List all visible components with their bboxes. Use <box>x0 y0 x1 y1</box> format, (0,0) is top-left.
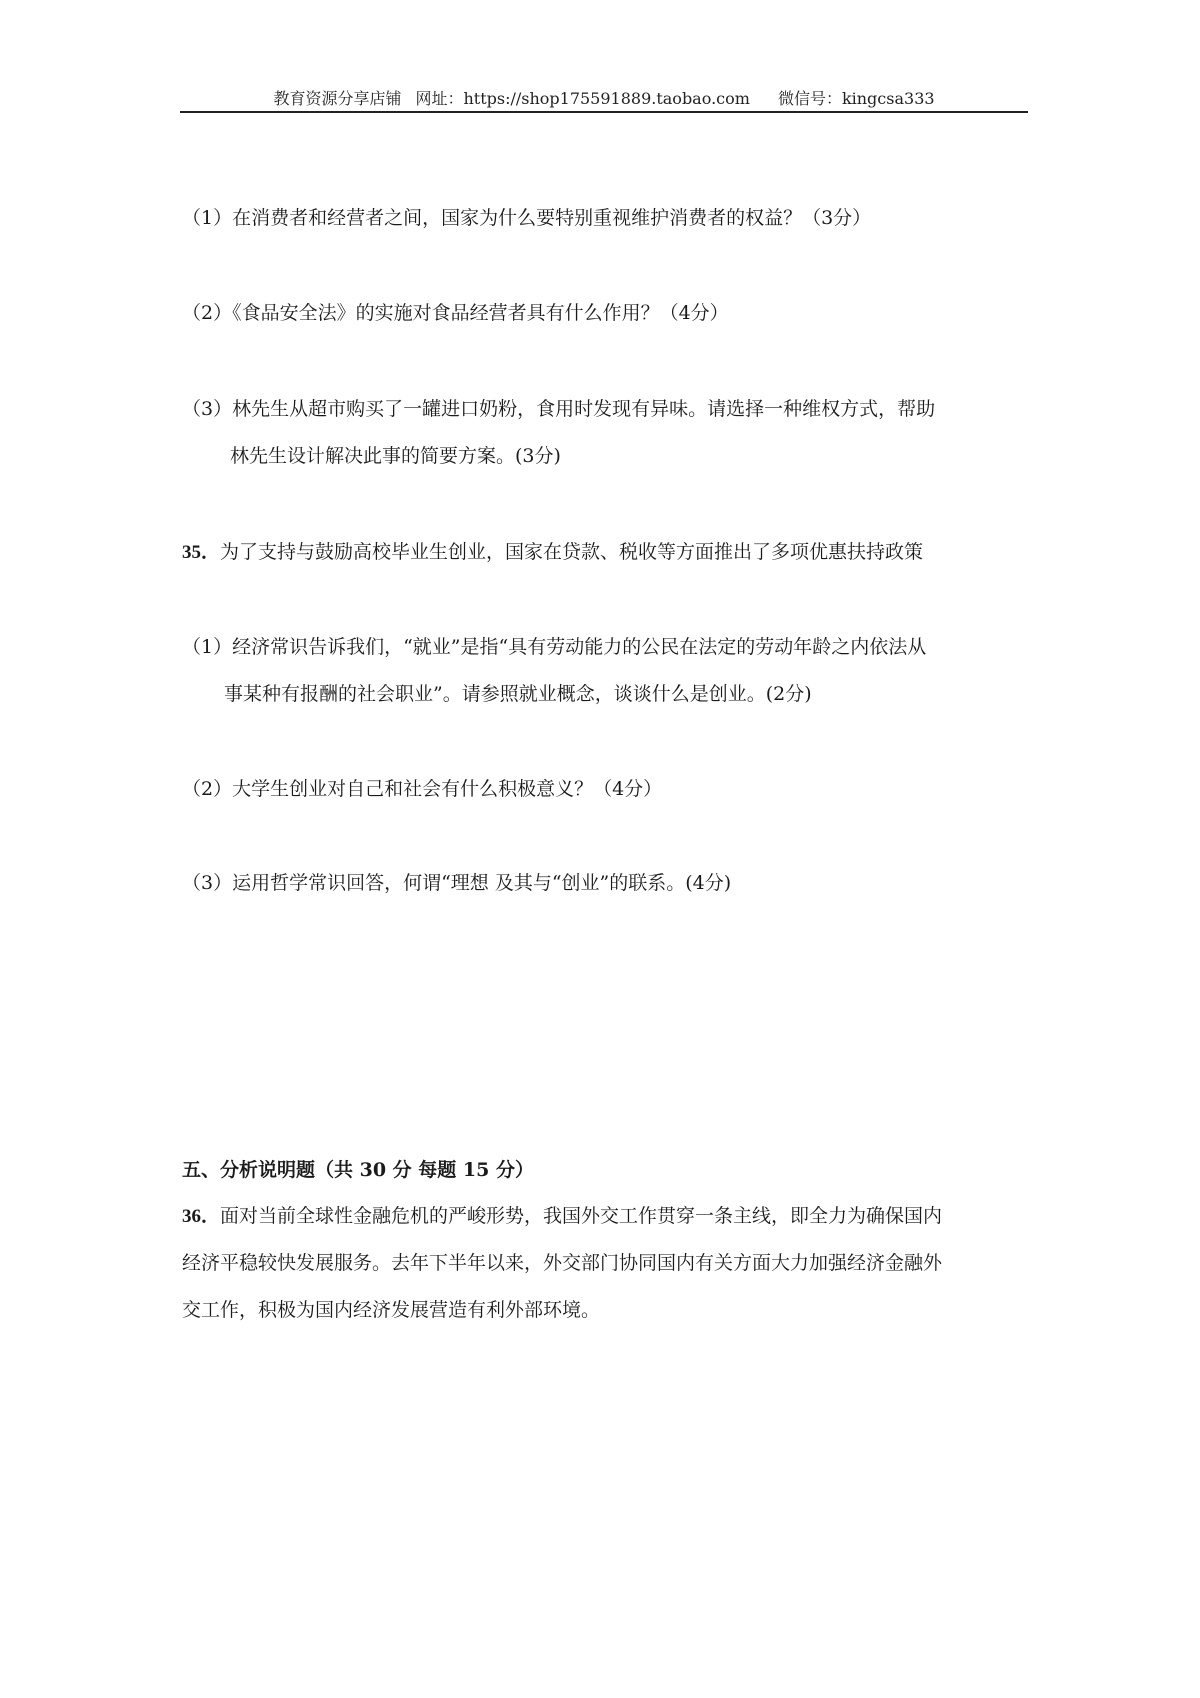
header-wechat: 微信号：kingcsa333 <box>777 89 935 108</box>
q36-number: 36． <box>182 1206 221 1227</box>
q34-subquestion-2: （2）《食品安全法》的实施对食品经营者具有什么作用？（4分） <box>182 302 729 324</box>
q36-line-2: 经济平稳较快发展服务。去年下半年以来，外交部门协同国内有关方面大力加强经济金融外 <box>182 1252 943 1274</box>
page-header <box>180 86 1028 109</box>
q35-subquestion-3: （3）运用哲学常识回答，何谓“理想 及其与“创业”的联系。(4分) <box>182 872 732 894</box>
q35-subquestion-1-line-2: 事某种有报酬的社会职业”。请参照就业概念，谈谈什么是创业。(2分) <box>224 683 812 705</box>
header-shop-name: 教育资源分享店铺 <box>273 89 402 108</box>
header-website[interactable]: 网址：https://shop175591889.taobao.com <box>415 89 750 108</box>
q34-subquestion-1: （1）在消费者和经营者之间，国家为什么要特别重视维护消费者的权益？（3分） <box>182 207 872 229</box>
q34-subquestion-3-line-2: 林先生设计解决此事的简要方案。(3分) <box>230 445 561 467</box>
q35-number: 35． <box>182 542 221 563</box>
q36-line-1-text: 面对当前全球性金融危机的严峻形势，我国外交工作贯穿一条主线，即全力为确保国内 <box>220 1205 943 1227</box>
section-5-title: 五、分析说明题（共 30 分 每题 15 分） <box>182 1159 534 1181</box>
header-divider <box>180 111 1028 113</box>
q34-subquestion-3-line-1: （3）林先生从超市购买了一罐进口奶粉，食用时发现有异味。请选择一种维权方式，帮助 <box>182 398 936 420</box>
q35-subquestion-2: （2）大学生创业对自己和社会有什么积极意义？（4分） <box>182 778 663 800</box>
q35-stem-text: 为了支持与鼓励高校毕业生创业，国家在贷款、税收等方面推出了多项优惠扶持政策 <box>220 541 924 563</box>
q35-subquestion-1-line-1: （1）经济常识告诉我们，“就业”是指“具有劳动能力的公民在法定的劳动年龄之内依法从 <box>182 636 927 658</box>
q35-stem <box>182 539 923 566</box>
q36-line-3: 交工作，积极为国内经济发展营造有利外部环境。 <box>182 1299 601 1321</box>
q36-line-1 <box>182 1203 942 1230</box>
